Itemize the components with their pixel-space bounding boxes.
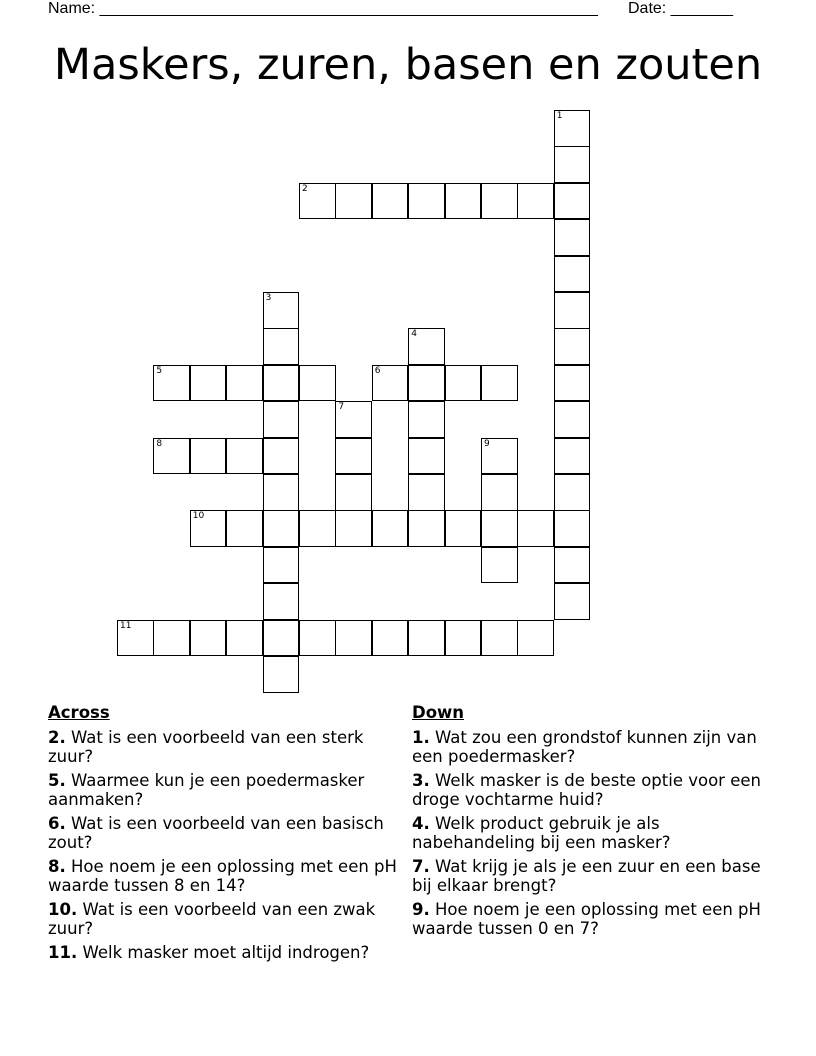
down-clue	[412, 857, 764, 895]
name-field-label: Name: ________________________________________________________	[48, 0, 598, 17]
crossword-cell[interactable]	[554, 183, 591, 220]
clue-text: Welk masker moet altijd indrogen?	[82, 943, 370, 962]
crossword-cell[interactable]	[517, 620, 554, 657]
crossword-cell[interactable]	[190, 365, 227, 402]
crossword-cell[interactable]	[372, 510, 409, 547]
cell-number: 8	[156, 438, 163, 449]
across-clue	[48, 900, 400, 938]
clue-number: 11.	[48, 943, 78, 962]
crossword-cell[interactable]	[372, 365, 409, 402]
across-clue	[48, 771, 400, 809]
crossword-cell[interactable]	[408, 474, 445, 511]
crossword-cell[interactable]	[554, 547, 591, 584]
crossword-cell[interactable]	[335, 510, 372, 547]
crossword-cell[interactable]	[408, 365, 445, 402]
clue-number: 4.	[412, 814, 430, 833]
cell-number: 1	[556, 111, 563, 121]
clue-text: Hoe noem je een oplossing met een pH waarde tussen 8 en 14?	[48, 857, 397, 895]
date-field-label: Date: _______	[628, 0, 733, 17]
crossword-cell[interactable]	[226, 510, 263, 547]
crossword-cell[interactable]	[335, 183, 372, 220]
crossword-cell[interactable]	[263, 510, 300, 547]
crossword-cell[interactable]	[372, 183, 409, 220]
crossword-cell[interactable]	[335, 401, 372, 438]
crossword-cell[interactable]	[445, 365, 482, 402]
crossword-cell[interactable]	[226, 620, 263, 657]
crossword-cell[interactable]	[299, 365, 336, 402]
crossword-cell[interactable]	[263, 292, 300, 329]
cell-number: 5	[156, 365, 163, 376]
crossword-cell[interactable]	[226, 438, 263, 475]
cell-number: 10	[192, 511, 205, 522]
crossword-cell[interactable]	[554, 219, 591, 256]
cell-number: 9	[484, 438, 490, 449]
clue-text: Welk product gebruik je als nabehandeling bij een masker?	[412, 814, 671, 852]
crossword-cell[interactable]	[481, 438, 518, 475]
crossword-cell[interactable]	[517, 183, 554, 220]
crossword-cell[interactable]	[445, 510, 482, 547]
crossword-cell[interactable]	[445, 183, 482, 220]
crossword-cell[interactable]	[408, 401, 445, 438]
crossword-cell[interactable]	[263, 474, 300, 511]
crossword-cell[interactable]	[554, 146, 591, 183]
crossword-cell[interactable]	[263, 583, 300, 620]
across-clue	[48, 728, 400, 766]
clue-text: Wat krijg je als je een zuur en een base bij elkaar brengt?	[412, 857, 761, 895]
crossword-cell[interactable]	[226, 365, 263, 402]
crossword-cell[interactable]	[481, 474, 518, 511]
cell-number: 7	[338, 402, 345, 413]
crossword-cell[interactable]	[554, 510, 591, 547]
down-clue	[412, 771, 764, 809]
crossword-cell[interactable]	[335, 620, 372, 657]
crossword-cell[interactable]	[372, 620, 409, 657]
down-clues-section	[412, 703, 764, 943]
crossword-cell[interactable]	[481, 183, 518, 220]
clue-text: Wat is een voorbeeld van een basisch zout?	[48, 814, 384, 852]
clue-number: 5.	[48, 771, 66, 790]
down-heading: Down	[412, 703, 465, 722]
crossword-cell[interactable]	[408, 183, 445, 220]
clue-text: Welk masker is de beste optie voor een droge vochtarme huid?	[412, 771, 761, 809]
clue-number: 7.	[412, 857, 430, 876]
crossword-cell[interactable]	[554, 365, 591, 402]
clue-text: Waarmee kun je een poedermasker aanmaken?	[48, 771, 365, 809]
crossword-cell[interactable]	[554, 401, 591, 438]
cell-number: 3	[265, 293, 272, 303]
crossword-cell[interactable]	[481, 365, 518, 402]
cell-number: 2	[302, 183, 308, 194]
crossword-cell[interactable]	[554, 583, 591, 620]
crossword-cell[interactable]	[263, 620, 300, 657]
clue-number: 2.	[48, 728, 66, 747]
crossword-cell[interactable]	[263, 401, 300, 438]
crossword-cell[interactable]	[263, 328, 300, 365]
crossword-cell[interactable]	[408, 510, 445, 547]
crossword-cell[interactable]	[481, 547, 518, 584]
crossword-cell[interactable]	[517, 510, 554, 547]
clue-text: Hoe noem je een oplossing met een pH waarde tussen 0 en 7?	[412, 900, 761, 938]
crossword-cell[interactable]	[554, 474, 591, 511]
crossword-cell[interactable]	[153, 620, 190, 657]
clue-number: 8.	[48, 857, 66, 876]
clue-text: Wat is een voorbeeld van een zwak zuur?	[48, 900, 376, 938]
crossword-cell[interactable]	[408, 438, 445, 475]
across-clue	[48, 857, 400, 895]
clue-number: 1.	[412, 728, 430, 747]
page-title: Maskers, zuren, basen en zouten	[53, 40, 763, 90]
crossword-cell[interactable]	[153, 438, 190, 475]
crossword-cell[interactable]	[117, 620, 154, 657]
across-clues-section	[48, 703, 400, 967]
clue-number: 3.	[412, 771, 430, 790]
crossword-cell[interactable]	[481, 620, 518, 657]
cell-number: 4	[411, 329, 417, 340]
crossword-cell[interactable]	[299, 183, 336, 220]
crossword-cell[interactable]	[190, 510, 227, 547]
clue-number: 10.	[48, 900, 78, 919]
crossword-cell[interactable]	[554, 292, 591, 329]
crossword-cell[interactable]	[408, 620, 445, 657]
crossword-cell[interactable]	[554, 256, 591, 293]
crossword-cell[interactable]	[299, 620, 336, 657]
across-clue	[48, 814, 400, 852]
down-clue	[412, 728, 764, 766]
crossword-cell[interactable]	[263, 438, 300, 475]
crossword-cell[interactable]	[445, 620, 482, 657]
clue-text: Wat is een voorbeeld van een sterk zuur?	[48, 728, 364, 766]
clue-number: 9.	[412, 900, 430, 919]
across-heading: Across	[48, 703, 110, 722]
crossword-cell[interactable]	[263, 547, 300, 584]
crossword-cell[interactable]	[554, 328, 591, 365]
down-clue	[412, 814, 764, 852]
cell-number: 6	[374, 365, 381, 376]
clue-text: Wat zou een grondstof kunnen zijn van een poedermasker?	[412, 728, 757, 766]
crossword-cell[interactable]	[335, 474, 372, 511]
crossword-cell[interactable]	[408, 328, 445, 365]
crossword-cell[interactable]	[153, 365, 190, 402]
crossword-cell[interactable]	[299, 510, 336, 547]
cell-number: 11	[120, 620, 132, 631]
clue-number: 6.	[48, 814, 66, 833]
crossword-cell[interactable]	[554, 438, 591, 475]
crossword-cell[interactable]	[190, 620, 227, 657]
crossword-cell[interactable]	[554, 110, 591, 147]
crossword-cell[interactable]	[263, 365, 300, 402]
crossword-cell[interactable]	[263, 656, 300, 693]
crossword-cell[interactable]	[335, 438, 372, 475]
down-clue	[412, 900, 764, 938]
crossword-cell[interactable]	[481, 510, 518, 547]
across-clue	[48, 943, 400, 962]
crossword-cell[interactable]	[190, 438, 227, 475]
